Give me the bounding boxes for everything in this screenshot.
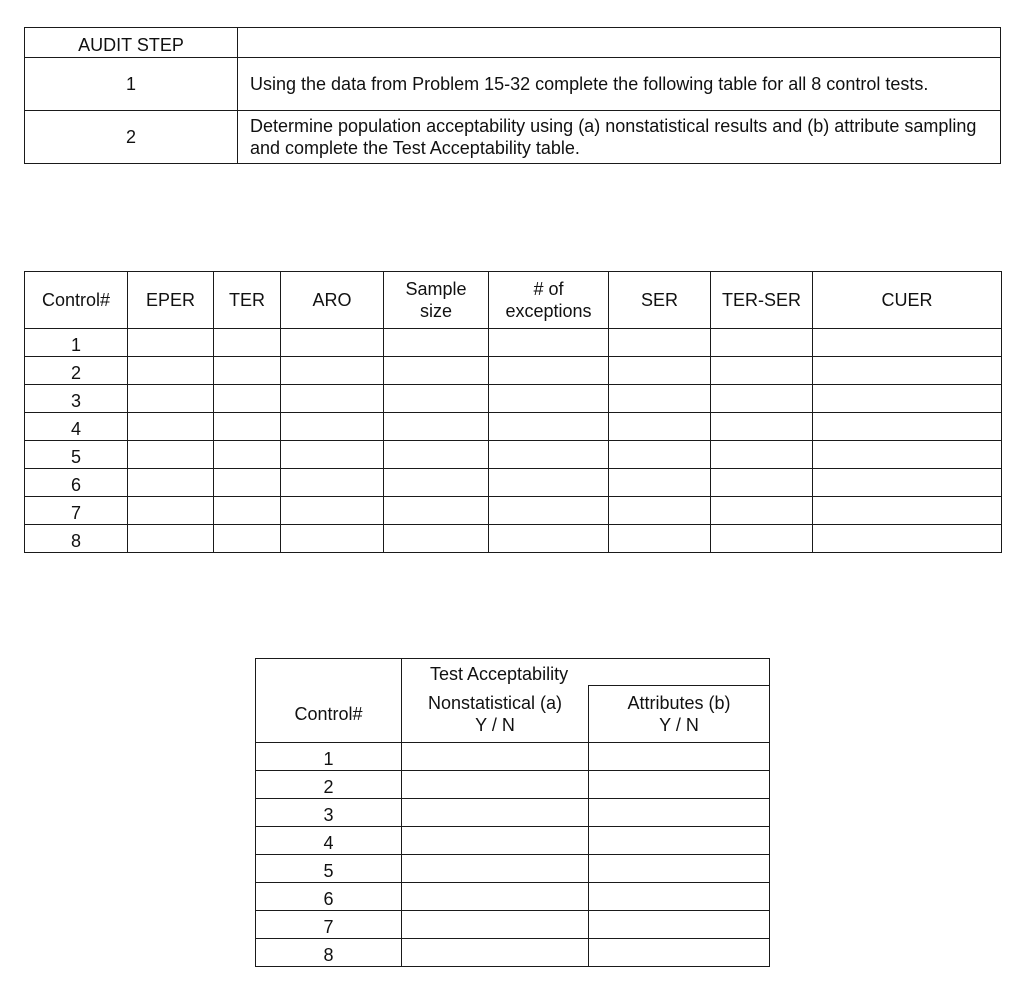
nonstatistical-cell[interactable] — [402, 855, 589, 883]
aro-cell[interactable] — [281, 357, 384, 385]
ter-ser-cell[interactable] — [711, 525, 813, 553]
acceptability-control-number: 3 — [256, 799, 402, 827]
nonstatistical-cell[interactable] — [402, 771, 589, 799]
control-table-row — [25, 413, 1002, 441]
nonstatistical-cell[interactable] — [402, 743, 589, 771]
control-table-row — [25, 385, 1002, 413]
acceptability-table-row — [256, 939, 770, 967]
attributes-cell[interactable] — [589, 827, 770, 855]
sample-size-cell[interactable] — [384, 497, 489, 525]
nonstatistical-header-line2: Y / N — [475, 714, 515, 735]
audit-header-row — [25, 28, 1001, 58]
acceptability-table-row — [256, 771, 770, 799]
sample-size-cell[interactable] — [384, 357, 489, 385]
sample-size-header — [384, 272, 489, 329]
ter-cell[interactable] — [214, 413, 281, 441]
sample-size-cell[interactable] — [384, 525, 489, 553]
attributes-header — [589, 686, 770, 743]
ter-ser-header: TER-SER — [711, 272, 813, 329]
acceptability-table-row — [256, 911, 770, 939]
control-test-table — [24, 271, 1002, 553]
acceptability-control-number: 1 — [256, 743, 402, 771]
ser-cell[interactable] — [609, 525, 711, 553]
ter-cell[interactable] — [214, 329, 281, 357]
sample-size-cell[interactable] — [384, 469, 489, 497]
ter-ser-cell[interactable] — [711, 329, 813, 357]
control-number: 2 — [25, 357, 128, 385]
aro-cell[interactable] — [281, 525, 384, 553]
exceptions-cell[interactable] — [489, 497, 609, 525]
aro-cell[interactable] — [281, 413, 384, 441]
eper-cell[interactable] — [128, 357, 214, 385]
control-number-header: Control# — [25, 272, 128, 329]
control-table-row — [25, 441, 1002, 469]
ter-cell[interactable] — [214, 385, 281, 413]
nonstatistical-header — [402, 686, 589, 743]
cuer-cell[interactable] — [813, 385, 1002, 413]
control-table-row — [25, 497, 1002, 525]
cuer-cell[interactable] — [813, 441, 1002, 469]
control-table-row — [25, 469, 1002, 497]
cuer-header: CUER — [813, 272, 1002, 329]
exceptions-cell[interactable] — [489, 469, 609, 497]
acceptability-title-row — [256, 659, 770, 686]
exceptions-header — [489, 272, 609, 329]
cuer-cell[interactable] — [813, 413, 1002, 441]
attributes-cell[interactable] — [589, 799, 770, 827]
ter-ser-cell[interactable] — [711, 385, 813, 413]
exceptions-cell[interactable] — [489, 329, 609, 357]
ser-cell[interactable] — [609, 329, 711, 357]
acceptability-table-row — [256, 743, 770, 771]
audit-step-description: Using the data from Problem 15-32 complete the following table for all 8 control tests. — [238, 58, 1001, 111]
eper-cell[interactable] — [128, 497, 214, 525]
audit-step-row — [25, 111, 1001, 164]
control-number: 1 — [25, 329, 128, 357]
control-table-body — [25, 329, 1002, 553]
exceptions-cell[interactable] — [489, 413, 609, 441]
ter-ser-cell[interactable] — [711, 357, 813, 385]
control-number: 8 — [25, 525, 128, 553]
sample-size-cell[interactable] — [384, 385, 489, 413]
cuer-cell[interactable] — [813, 357, 1002, 385]
control-table-row — [25, 525, 1002, 553]
nonstatistical-cell[interactable] — [402, 799, 589, 827]
acceptability-control-number: 4 — [256, 827, 402, 855]
sample-size-header-line2: size — [419, 301, 452, 321]
control-number: 3 — [25, 385, 128, 413]
audit-step-header: AUDIT STEP — [25, 28, 238, 58]
eper-cell[interactable] — [128, 385, 214, 413]
audit-step-table — [24, 27, 1001, 164]
acceptability-table-row — [256, 883, 770, 911]
ser-cell[interactable] — [609, 469, 711, 497]
nonstatistical-header-line1: Nonstatistical (a) — [427, 692, 563, 713]
aro-cell[interactable] — [281, 497, 384, 525]
audit-desc-header — [238, 28, 1001, 58]
control-number: 5 — [25, 441, 128, 469]
eper-header: EPER — [128, 272, 214, 329]
ser-cell[interactable] — [609, 497, 711, 525]
acceptability-header-row — [256, 686, 770, 743]
attributes-header-line1: Attributes (b) — [627, 693, 731, 713]
audit-step-number: 2 — [25, 111, 238, 164]
aro-cell[interactable] — [281, 329, 384, 357]
attributes-cell[interactable] — [589, 743, 770, 771]
attributes-header-line2: Y / N — [659, 715, 699, 735]
cuer-cell[interactable] — [813, 497, 1002, 525]
eper-cell[interactable] — [128, 329, 214, 357]
control-table-row — [25, 329, 1002, 357]
acceptability-corner-cell — [256, 659, 402, 686]
eper-cell[interactable] — [128, 469, 214, 497]
ter-ser-cell[interactable] — [711, 413, 813, 441]
acceptability-control-number: 2 — [256, 771, 402, 799]
exceptions-header-line1: # of — [533, 279, 564, 299]
ter-cell[interactable] — [214, 357, 281, 385]
nonstatistical-cell[interactable] — [402, 827, 589, 855]
aro-header: ARO — [281, 272, 384, 329]
nonstatistical-cell[interactable] — [402, 939, 589, 967]
ter-ser-cell[interactable] — [711, 469, 813, 497]
acceptability-control-number: 5 — [256, 855, 402, 883]
ter-cell[interactable] — [214, 441, 281, 469]
control-number: 7 — [25, 497, 128, 525]
cuer-cell[interactable] — [813, 525, 1002, 553]
audit-step-description: Determine population acceptability using (a) nonstatistical results and (b) attribute sampling and complete the Test Acceptability table. — [238, 111, 1001, 164]
ter-cell[interactable] — [214, 469, 281, 497]
aro-cell[interactable] — [281, 441, 384, 469]
control-number: 6 — [25, 469, 128, 497]
attributes-cell[interactable] — [589, 771, 770, 799]
ter-cell[interactable] — [214, 525, 281, 553]
acceptability-control-number: 8 — [256, 939, 402, 967]
ter-ser-cell[interactable] — [711, 441, 813, 469]
audit-step-number: 1 — [25, 58, 238, 111]
ser-cell[interactable] — [609, 413, 711, 441]
eper-cell[interactable] — [128, 525, 214, 553]
control-number: 4 — [25, 413, 128, 441]
ter-cell[interactable] — [214, 497, 281, 525]
sample-size-cell[interactable] — [384, 413, 489, 441]
acceptability-title: Test Acceptability — [402, 659, 770, 686]
cuer-cell[interactable] — [813, 469, 1002, 497]
ser-header: SER — [609, 272, 711, 329]
nonstatistical-cell[interactable] — [402, 911, 589, 939]
sample-size-cell[interactable] — [384, 441, 489, 469]
eper-cell[interactable] — [128, 441, 214, 469]
exceptions-cell[interactable] — [489, 441, 609, 469]
acceptability-table-row — [256, 799, 770, 827]
sample-size-cell[interactable] — [384, 329, 489, 357]
ser-cell[interactable] — [609, 357, 711, 385]
exceptions-cell[interactable] — [489, 525, 609, 553]
exceptions-header-line2: exceptions — [505, 301, 592, 321]
acceptability-table-row — [256, 827, 770, 855]
ter-header: TER — [214, 272, 281, 329]
ser-cell[interactable] — [609, 441, 711, 469]
attributes-cell[interactable] — [589, 883, 770, 911]
ser-cell[interactable] — [609, 385, 711, 413]
acceptability-control-number: 7 — [256, 911, 402, 939]
aro-cell[interactable] — [281, 469, 384, 497]
eper-cell[interactable] — [128, 413, 214, 441]
attributes-cell[interactable] — [589, 911, 770, 939]
attributes-cell[interactable] — [589, 855, 770, 883]
exceptions-cell[interactable] — [489, 357, 609, 385]
ter-ser-cell[interactable] — [711, 497, 813, 525]
aro-cell[interactable] — [281, 385, 384, 413]
control-header-row — [25, 272, 1002, 329]
acceptability-control-header: Control# — [256, 686, 402, 743]
acceptability-table-body — [256, 743, 770, 967]
cuer-cell[interactable] — [813, 329, 1002, 357]
acceptability-control-number: 6 — [256, 883, 402, 911]
acceptability-table-row — [256, 855, 770, 883]
sample-size-header-line1: Sample — [405, 279, 467, 299]
test-acceptability-table — [255, 658, 770, 967]
exceptions-cell[interactable] — [489, 385, 609, 413]
attributes-cell[interactable] — [589, 939, 770, 967]
nonstatistical-cell[interactable] — [402, 883, 589, 911]
control-table-row — [25, 357, 1002, 385]
audit-step-row — [25, 58, 1001, 111]
